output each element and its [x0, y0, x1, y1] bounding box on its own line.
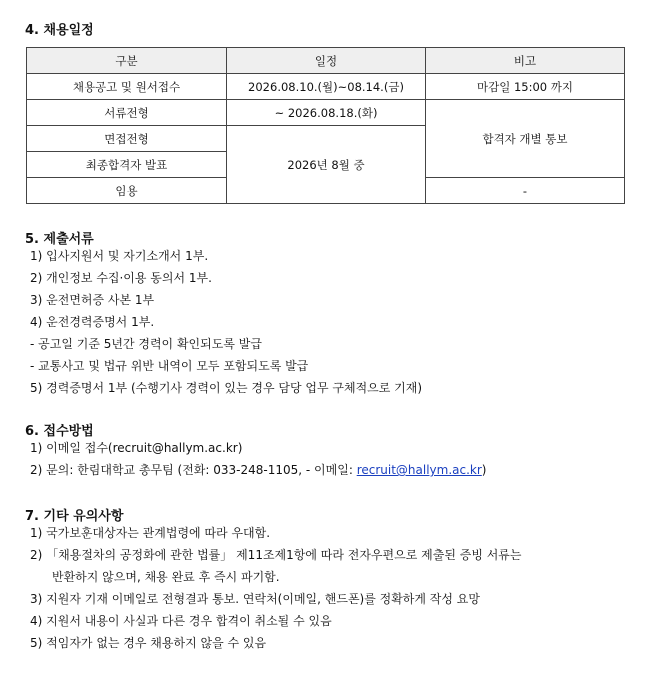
table-cell: 2026년 8월 중 [227, 126, 426, 204]
list-item: 3) 지원자 기재 이메일로 전형결과 통보. 연락처(이메일, 핸드폰)를 정확하게 작성 요망 [30, 592, 480, 606]
list-item: 5) 경력증명서 1부 (수행기사 경력이 있는 경우 담당 업무 구체적으로 기재) [30, 381, 423, 395]
table-cell: 서류전형 [27, 100, 227, 126]
list-item: 3) 운전면허증 사본 1부 [30, 293, 155, 307]
table-cell: 채용공고 및 원서접수 [27, 74, 227, 100]
list-item: 5) 적임자가 없는 경우 채용하지 않을 수 있음 [30, 636, 267, 650]
list-item [30, 459, 486, 481]
table-row [27, 74, 625, 100]
table-header-cell: 비고 [426, 48, 625, 74]
list-item: 4) 운전경력증명서 1부. [30, 315, 155, 329]
table-header-row [27, 48, 625, 74]
list-item: - 공고일 기준 5년간 경력이 확인되도록 발급 [30, 337, 262, 351]
section-7-title: 7. 기타 유의사항 [25, 509, 124, 524]
table-cell: 면접전형 [27, 126, 227, 152]
list-item: 2) 개인정보 수집·이용 동의서 1부. [30, 271, 212, 285]
section-6-title: 6. 접수방법 [25, 424, 94, 439]
section-5-title: 5. 제출서류 [25, 232, 94, 247]
inquiry-text-end: ) [481, 463, 487, 477]
email-link[interactable]: recruit@hallym.ac.kr [356, 463, 482, 477]
list-item: - 교통사고 및 법규 위반 내역이 모두 포함되도록 발급 [30, 359, 309, 373]
table-cell: 마감일 15:00 까지 [426, 74, 625, 100]
list-item: 4) 지원서 내용이 사실과 다른 경우 합격이 취소될 수 있음 [30, 614, 332, 628]
list-item: 반환하지 않으며, 채용 완료 후 즉시 파기함. [52, 570, 280, 584]
list-item: 1) 입사지원서 및 자기소개서 1부. [30, 249, 209, 263]
table-row [27, 100, 625, 126]
table-cell: 2026.08.10.(월)~08.14.(금) [227, 74, 426, 100]
list-item: 1) 국가보훈대상자는 관계법령에 따라 우대함. [30, 526, 271, 540]
inquiry-text: 2) 문의: 한림대학교 총무팀 (전화: 033-248-1105, - 이메일: [30, 463, 357, 477]
table-cell: 임용 [27, 178, 227, 204]
list-item: 2) 「채용절차의 공정화에 관한 법률」 제11조제1항에 따라 전자우편으로 제출된 증빙 서류는 [30, 548, 522, 562]
table-cell: ~ 2026.08.18.(화) [227, 100, 426, 126]
table-cell: - [426, 178, 625, 204]
application-method-list [30, 437, 486, 481]
notes-list [30, 522, 522, 654]
section-4-title: 4. 채용일정 [25, 23, 94, 38]
table-cell: 합격자 개별 통보 [426, 100, 625, 178]
table-header-cell: 일정 [227, 48, 426, 74]
table-header-cell: 구분 [27, 48, 227, 74]
documents-list [30, 245, 422, 399]
list-item: 1) 이메일 접수(recruit@hallym.ac.kr) [30, 441, 243, 455]
table-cell: 최종합격자 발표 [27, 152, 227, 178]
schedule-table [26, 47, 625, 204]
